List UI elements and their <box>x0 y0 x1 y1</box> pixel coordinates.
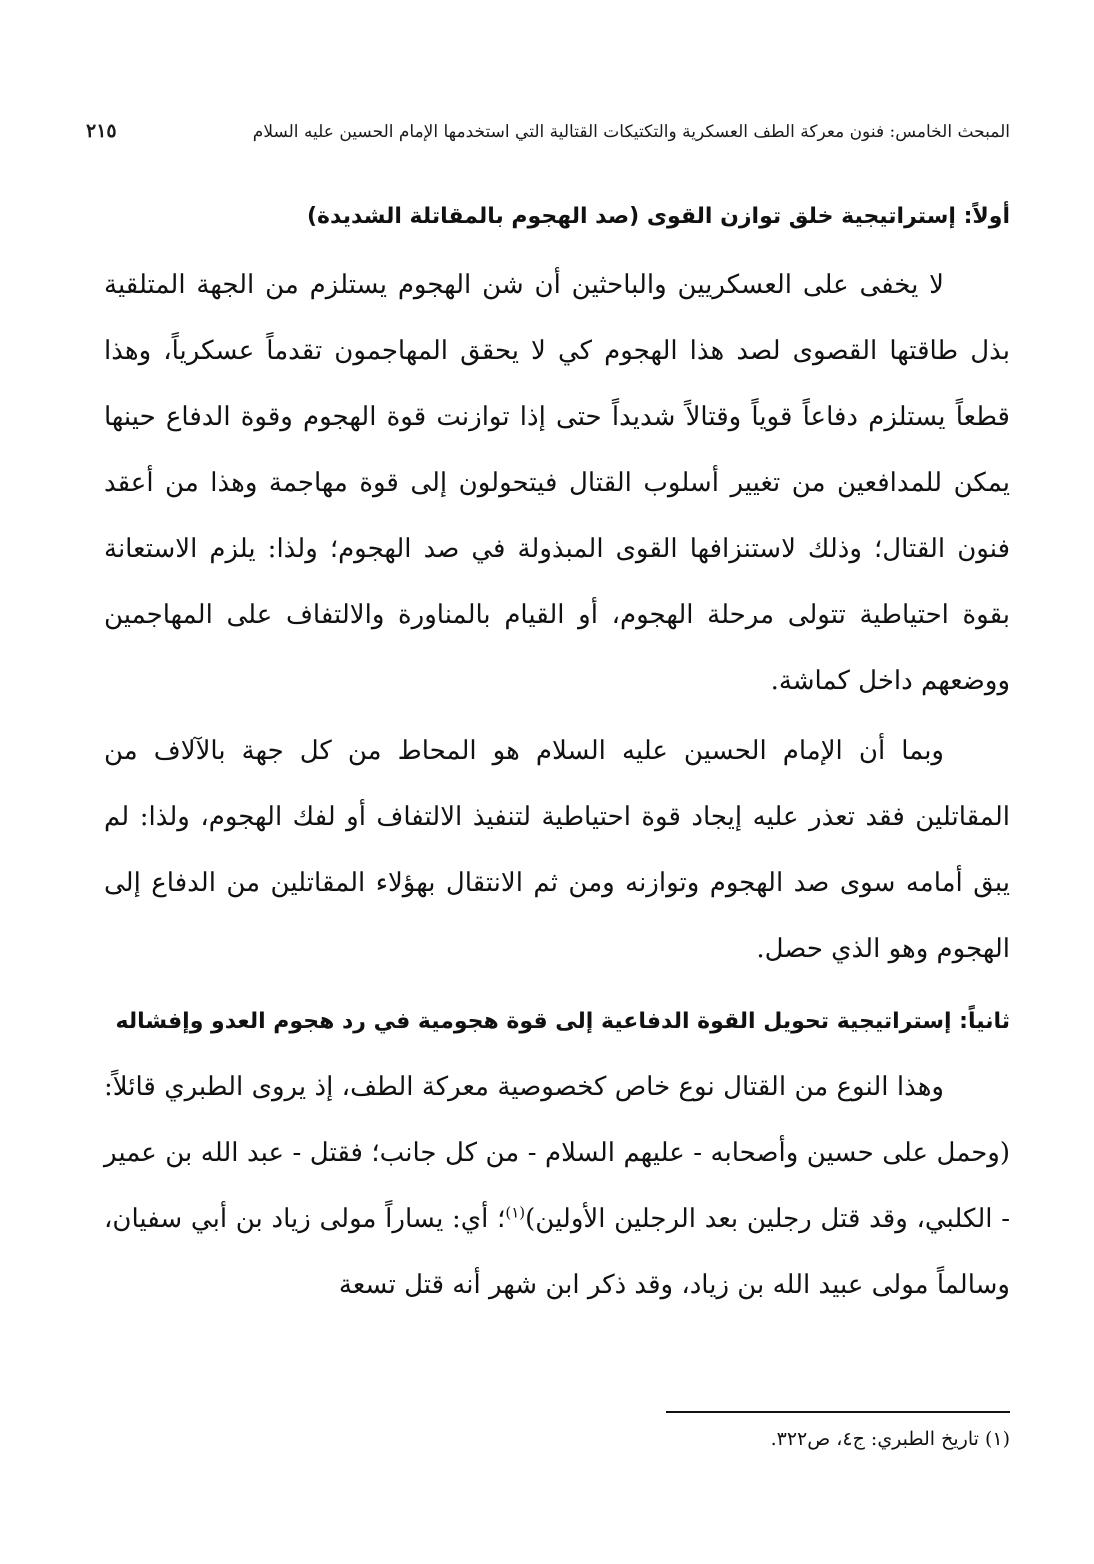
paragraph-3-text-a: وهذا النوع من القتال نوع خاص كخصوصية معركة الطف، إذ يروى الطبري قائلاً: (وحمل على حسين وأصحابه - عليهم السلام - من كل جانب؛ فقتل - عبد الله بن عمير - الكلبي، وقد قتل رجلين بعد الرجلين الأولين) <box>104 1072 1010 1234</box>
paragraph-3-text-b: ؛ أي: يساراً مولى زياد بن أبي سفيان، وسالماً مولى عبيد الله بن زياد، وقد ذكر ابن شهر أنه قتل تسعة <box>104 1204 1010 1300</box>
section-heading-2: ثانياً: إستراتيجية تحويل القوة الدفاعية إلى قوة هجومية في رد هجوم العدو وإفشاله <box>115 1009 1010 1034</box>
footnote-reference[interactable]: (١) <box>505 1203 526 1222</box>
footnote: (١) تاريخ الطبري: ج٤، ص٣٢٢. <box>770 1428 1010 1450</box>
section-heading-1: أولاً: إستراتيجية خلق توازن القوى (صد الهجوم بالمقاتلة الشديدة) <box>306 204 1010 229</box>
running-header <box>86 120 1010 154</box>
page-body <box>104 190 1010 1318</box>
paragraph-3 <box>104 1054 1010 1318</box>
footnote-divider <box>666 1411 1010 1413</box>
running-title: المبحث الخامس: فنون معركة الطف العسكرية والتكتيكات القتالية التي استخدمها الإمام الحسين عليه السلام <box>252 122 1010 142</box>
paragraph-2: وبما أن الإمام الحسين عليه السلام هو المحاط من كل جهة بالآلاف من المقاتلين فقد تعذر عليه إيجاد قوة احتياطية لتنفيذ الالتفاف أو لفك الهجوم، ولذا: لم يبق أمامه سوى صد الهجوم وتوازنه ومن ثم الانتقال بهؤلاء المقاتلين من الدفاع إلى الهجوم وهو الذي حصل. <box>104 736 1010 964</box>
paragraph-1: لا يخفى على العسكريين والباحثين أن شن الهجوم يستلزم من الجهة المتلقية بذل طاقتها القصوى لصد هذا الهجوم كي لا يحقق المهاجمون تقدماً عسكرياً، وهذا قطعاً يستلزم دفاعاً قوياً وقتالاً شديداً حتى إذا توازنت قوة الهجوم وقوة الدفاع حينها يمكن للمدافعين من تغيير أسلوب القتال فيتحولون إلى قوة مهاجمة وهذا من أعقد فنون القتال؛ وذلك لاستنزافها القوى المبذولة في صد الهجوم؛ ولذا: يلزم الاستعانة بقوة احتياطية تتولى مرحلة الهجوم، أو القيام بالمناورة والالتفاف على المهاجمين ووضعهم داخل كماشة. <box>104 270 1010 696</box>
page-number: ٢١٥ <box>86 120 117 142</box>
